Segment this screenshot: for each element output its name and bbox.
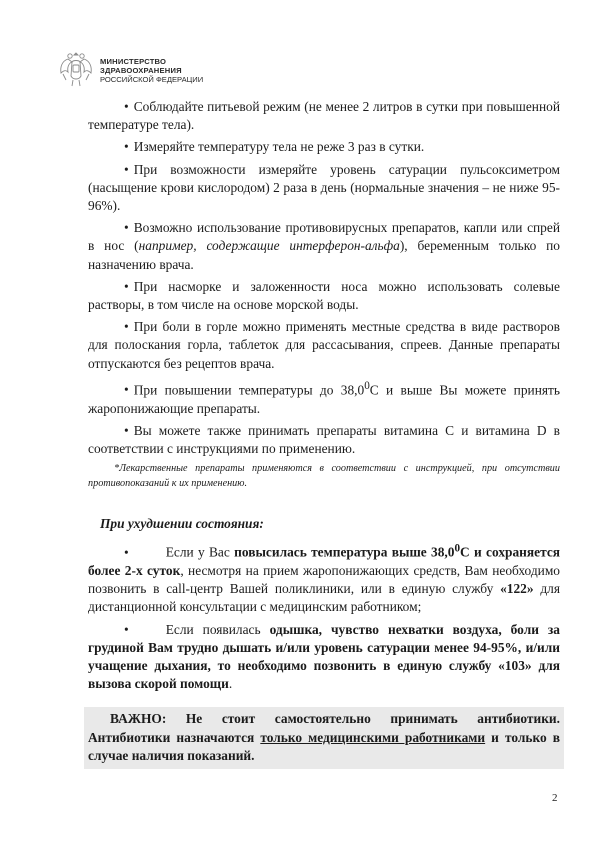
- bullet-icon: •: [124, 139, 129, 155]
- bullet-item-4: [88, 219, 560, 274]
- ministry-header: [58, 50, 203, 90]
- org-line-3: РОССИЙСКОЙ ФЕДЕРАЦИИ: [100, 74, 204, 84]
- important-text: [88, 710, 560, 765]
- important-underlined: только медицинскими работниками: [260, 729, 486, 745]
- medication-footnote: *Лекарственные препараты применяются в соответствии с инструкцией, при отсутствии противопоказаний к их применению.: [88, 463, 560, 489]
- worsening-2-bold: одышка, чувство нехватки воздуха, боли за грудиной: [88, 621, 561, 655]
- worsening-item-1: [88, 539, 560, 616]
- bullet-icon: •: [124, 99, 129, 114]
- bullet-text-4-pre: Возможно использование противовирусных препаратов, капли или спрей в нос (: [88, 220, 560, 254]
- degree-superscript: 0: [364, 379, 370, 392]
- worsening-1-end: для дистанционной консультации с медицинским работником;: [88, 581, 560, 615]
- ministry-name: [100, 57, 203, 84]
- worsening-1-bold: повысилась температура выше 38,0: [234, 544, 455, 560]
- bullet-icon: •: [124, 621, 129, 637]
- bullet-text-7-post: С и выше Вы можете принять жаропонижающие препараты.: [88, 382, 560, 416]
- bullet-text-6: При боли в горле можно применять местные средства в виде растворов для полоскания горла, таблеток для рассасывания, спреев. Данные препараты отпускаются без рецептов врача.: [88, 319, 560, 371]
- bullet-text-2: Измеряйте температуру тела не реже 3 раз в сутки.: [133, 139, 425, 155]
- bullet-item-2: [88, 138, 560, 156]
- bullet-icon: •: [124, 220, 129, 236]
- bullet-item-3: [88, 161, 560, 216]
- bullet-text-8: Вы можете также принимать препараты витамина С и витамина D в соответствии с инструкциями по применению.: [88, 422, 560, 456]
- bullet-item-1: [88, 98, 560, 134]
- document-body: [88, 98, 560, 769]
- bullet-text-4-italic: например, содержащие интерферон-альфа: [138, 238, 400, 254]
- bullet-icon: •: [124, 382, 129, 398]
- bullet-text-1: Соблюдайте питьевой режим (не менее 2 литров в сутки при повышенной температуре тела).: [88, 99, 560, 133]
- org-line-2: ЗДРАВООХРАНЕНИЯ: [100, 65, 182, 75]
- bullet-text-5: При насморке и заложенности носа можно использовать солевые растворы, в том числе на основе морской воды.: [88, 278, 560, 313]
- bullet-item-7: [88, 377, 560, 418]
- worsening-2-end: .: [228, 676, 233, 692]
- page-number: 2: [552, 792, 558, 804]
- worsening-1-rest: , несмотря на прием жаропонижающих средств, Вам необходимо позвонить в call-центр Вашей поликлиники, или в единую службу: [88, 563, 560, 597]
- worsening-1-pre: Если у Вас: [165, 544, 235, 560]
- org-line-1: МИНИСТЕРСТВО: [100, 56, 167, 66]
- bullet-icon: •: [124, 422, 129, 438]
- worsening-section-title: При ухудшении состояния:: [100, 516, 264, 532]
- bullet-text-3: При возможности измеряйте уровень сатурации пульсоксиметром (насыщение крови кислородом) 2 раза в день (нормальные значения – не ниже 95-96%).: [88, 161, 560, 214]
- worsening-2-mid: Вам трудно дышать и/или уровень сатурации менее 94-95%, и/или учащение дыхания, то необходимо позвонить в единую службу «103» для вызова скорой помощи: [88, 639, 560, 692]
- bullet-icon: •: [124, 161, 129, 177]
- double-headed-eagle-emblem-icon: [58, 50, 94, 90]
- important-post: и только в случае наличия показаний.: [88, 729, 560, 763]
- bullet-item-5: [88, 278, 560, 314]
- worsening-item-2: [88, 621, 560, 694]
- degree-superscript: 0: [454, 542, 461, 555]
- bullet-text-4-post: ), беременным только по назначению врача.: [88, 238, 561, 272]
- bullet-icon: •: [124, 319, 129, 335]
- bullet-icon: •: [124, 544, 129, 560]
- worsening-1-bold-post: С и сохраняется более 2-х суток: [88, 544, 561, 578]
- bullet-item-8: [88, 422, 560, 458]
- worsening-2-pre: Если появилась: [165, 621, 270, 637]
- worsening-1-phone: «122»: [500, 581, 534, 597]
- important-pre: ВАЖНО: Не стоит самостоятельно принимать антибиотики. Антибиотики назначаются: [88, 711, 560, 745]
- bullet-item-6: [88, 318, 560, 373]
- bullet-text-7-pre: При повышении температуры до 38,0: [133, 382, 365, 398]
- important-callout: [84, 707, 564, 769]
- bullet-icon: •: [124, 278, 129, 294]
